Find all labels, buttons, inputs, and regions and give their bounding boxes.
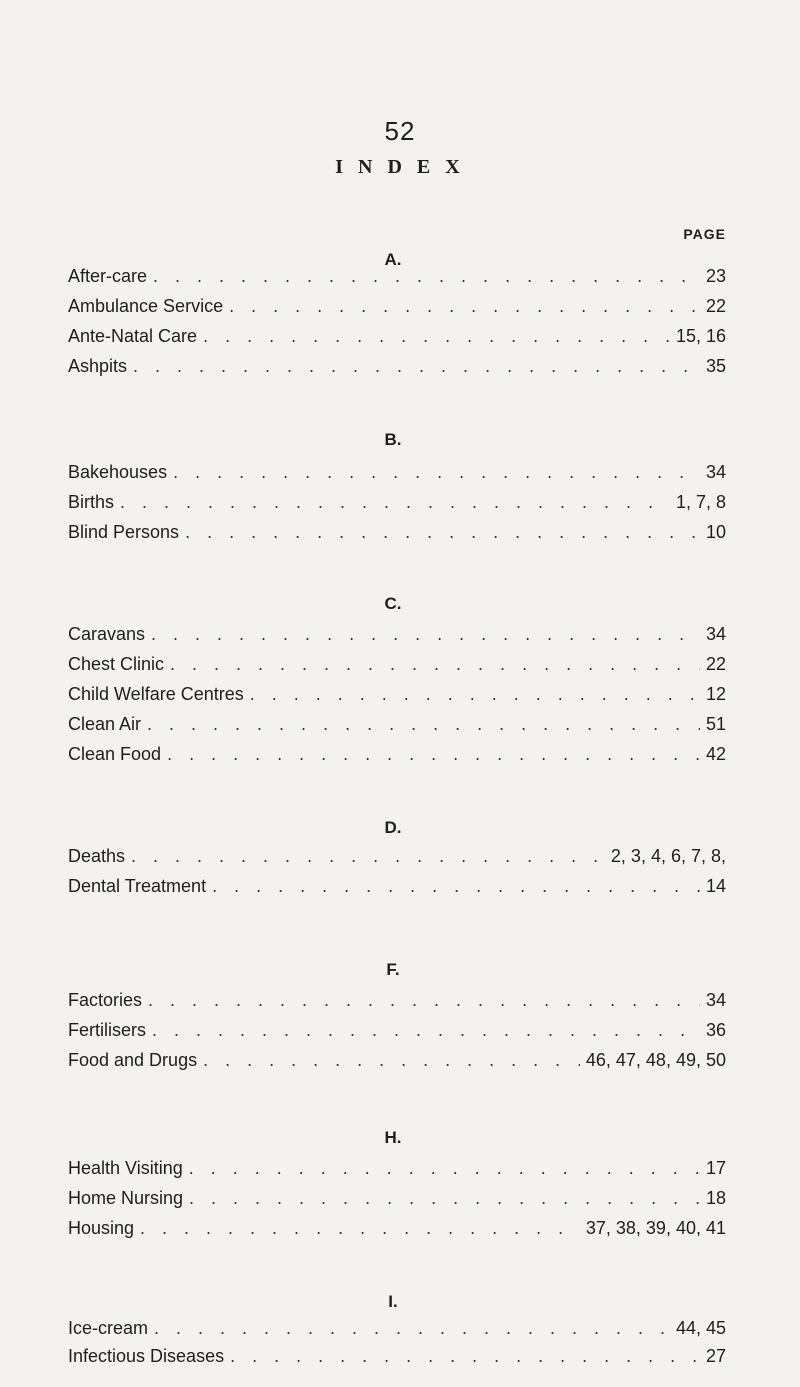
dot-leaders [230,1346,700,1367]
entry-label: Ice-cream [68,1318,149,1338]
entry-label: Blind Persons [68,522,180,542]
entry-label: Caravans [68,624,146,644]
dot-leaders [120,492,670,513]
index-entry [68,744,726,774]
page-number: 52 [384,116,416,146]
entry-label: Dental Treatment [68,876,207,896]
index-entry [68,1020,726,1050]
entry-label: Health Visiting [68,1158,183,1178]
index-entry [68,846,726,876]
entry-pages: 17 [705,1158,726,1178]
index-entry [68,326,726,356]
dot-leaders [212,876,700,897]
dot-leaders [133,356,700,377]
index-entry [68,492,726,522]
index-entry [68,1346,726,1376]
entry-pages: 27 [705,1346,726,1366]
entry-pages: 22 [705,654,726,674]
dot-leaders [148,990,700,1011]
dot-leaders [203,326,670,347]
entry-label: Infectious Diseases [68,1346,225,1366]
index-entry [68,876,726,906]
dot-leaders [151,624,700,645]
entry-label: Deaths [68,846,126,866]
entry-pages: 1, 7, 8 [675,492,726,512]
index-entry [68,462,726,492]
section-letter: A. [384,250,402,269]
entry-pages: 22 [705,296,726,316]
entry-label: Clean Air [68,714,142,734]
entry-pages: 34 [705,462,726,482]
index-entry [68,522,726,552]
section-letter: F. [386,960,400,979]
entry-pages: 10 [705,522,726,542]
entry-pages: 42 [705,744,726,764]
entry-label: Fertilisers [68,1020,147,1040]
dot-leaders [131,846,605,867]
index-entry [68,1158,726,1188]
dot-leaders [185,522,700,543]
entry-pages: 15, 16 [675,326,726,346]
dot-leaders [250,684,700,705]
section-letter: B. [384,430,402,449]
dot-leaders [189,1188,700,1209]
entry-pages: 34 [705,624,726,644]
index-entry [68,990,726,1020]
entry-pages: 46, 47, 48, 49, 50 [585,1050,726,1070]
index-entry [68,296,726,326]
section-letter: H. [384,1128,402,1147]
entry-label: Housing [68,1218,135,1238]
entry-label: Child Welfare Centres [68,684,244,704]
entry-pages: 18 [705,1188,726,1208]
entry-label: Ante-Natal Care [68,326,198,346]
entry-pages: 2, 3, 4, 6, 7, 8, [610,846,726,866]
index-entry [68,624,726,654]
index-entry [68,356,726,386]
index-entry [68,714,726,744]
index-entry [68,1188,726,1218]
page-column-header: PAGE [683,226,726,242]
entry-label: Births [68,492,115,512]
dot-leaders [189,1158,700,1179]
dot-leaders [147,714,700,735]
entry-label: Chest Clinic [68,654,165,674]
dot-leaders [173,462,700,483]
entry-label: Ashpits [68,356,128,376]
index-entry [68,266,726,296]
section-letter: C. [384,594,402,613]
entry-label: Food and Drugs [68,1050,198,1070]
section-letter: I. [388,1292,398,1311]
entry-label: Clean Food [68,744,162,764]
section-letter: D. [384,818,402,837]
dot-leaders [153,266,700,287]
entry-pages: 36 [705,1020,726,1040]
entry-label: Home Nursing [68,1188,184,1208]
entry-label: Factories [68,990,143,1010]
entry-label: Bakehouses [68,462,168,482]
entry-pages: 51 [705,714,726,734]
index-entry [68,654,726,684]
dot-leaders [229,296,700,317]
entry-pages: 34 [705,990,726,1010]
entry-pages: 35 [705,356,726,376]
entry-label: After-care [68,266,148,286]
index-entry [68,1218,726,1248]
entry-pages: 12 [705,684,726,704]
entry-pages: 23 [705,266,726,286]
dot-leaders [140,1218,580,1239]
dot-leaders [170,654,700,675]
dot-leaders [154,1318,670,1339]
dot-leaders [167,744,700,765]
index-entry [68,684,726,714]
index-entry [68,1318,726,1348]
index-entry [68,1050,726,1080]
entry-label: Ambulance Service [68,296,224,316]
dot-leaders [203,1050,580,1071]
entry-pages: 14 [705,876,726,896]
index-title: I N D E X [335,156,465,178]
dot-leaders [152,1020,700,1041]
entry-pages: 44, 45 [675,1318,726,1338]
entry-pages: 37, 38, 39, 40, 41 [585,1218,726,1238]
